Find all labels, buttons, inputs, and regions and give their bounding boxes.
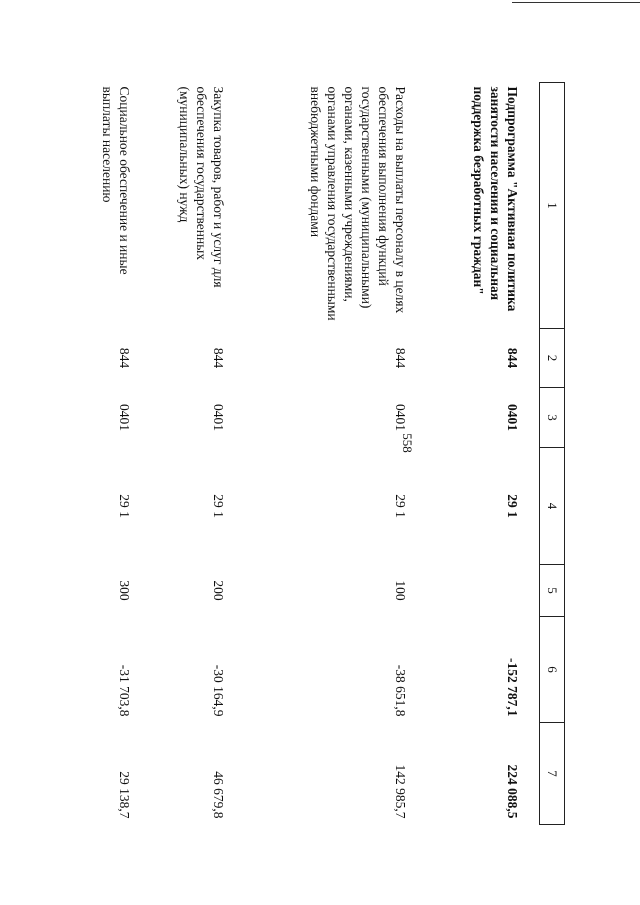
table-row xyxy=(427,83,540,825)
budget-table xyxy=(67,82,565,825)
table-row xyxy=(245,83,427,825)
row-vr: 200 xyxy=(211,580,226,601)
row-vr: 100 xyxy=(393,580,408,601)
rotated-page-content xyxy=(35,82,565,902)
header-cell: 6 xyxy=(540,617,565,723)
row-csr: 29 1 xyxy=(505,494,520,518)
table-row xyxy=(67,83,151,825)
row-total: 142 985,7 xyxy=(393,764,408,819)
table-row xyxy=(151,83,245,825)
header-cell: 7 xyxy=(540,723,565,825)
header-cell: 4 xyxy=(540,448,565,565)
top-rule xyxy=(512,2,640,3)
row-rz: 0401 xyxy=(505,404,520,431)
row-name: Подпрограмма "Активная политика занятости населения и социальная поддержка безработных граждан" xyxy=(471,86,520,312)
row-ved: 844 xyxy=(117,347,132,369)
row-change: -152 787,1 xyxy=(505,658,520,717)
row-vr xyxy=(427,565,540,617)
row-total: 46 679,8 xyxy=(211,771,226,819)
row-total: 224 088,5 xyxy=(505,764,520,819)
row-rz: 0401 xyxy=(211,404,226,431)
header-cell: 5 xyxy=(540,565,565,617)
row-change: -30 164,9 xyxy=(211,664,226,717)
row-name: Социальное обеспечение и иные выплаты населению xyxy=(100,86,132,275)
header-cell: 3 xyxy=(540,388,565,448)
row-csr: 29 1 xyxy=(393,494,408,518)
row-ved: 844 xyxy=(505,347,520,369)
header-row xyxy=(540,83,565,825)
row-ved: 844 xyxy=(393,347,408,369)
row-ved: 844 xyxy=(211,347,226,369)
header-cell: 2 xyxy=(540,329,565,388)
row-total: 29 138,7 xyxy=(117,771,132,819)
row-vr: 300 xyxy=(117,580,132,601)
header-cell: 1 xyxy=(540,83,565,329)
page-number: 558 xyxy=(400,433,415,453)
row-csr: 29 1 xyxy=(211,494,226,518)
row-name: Закупка товаров, работ и услуг для обеспечения государственных (муниципальных) нужд xyxy=(177,86,226,288)
row-csr: 29 1 xyxy=(117,494,132,518)
row-change: -38 651,8 xyxy=(393,664,408,717)
row-name: Расходы на выплаты персоналу в целях обеспечения выполнения функций государственными (муниципальными) органами, казенными учреждениями, органами управления государственными внебюджетными фондами xyxy=(308,86,408,321)
row-rz: 0401 xyxy=(117,404,132,431)
row-change: -31 703,8 xyxy=(117,664,132,717)
row-rz: 0401 xyxy=(393,404,408,431)
